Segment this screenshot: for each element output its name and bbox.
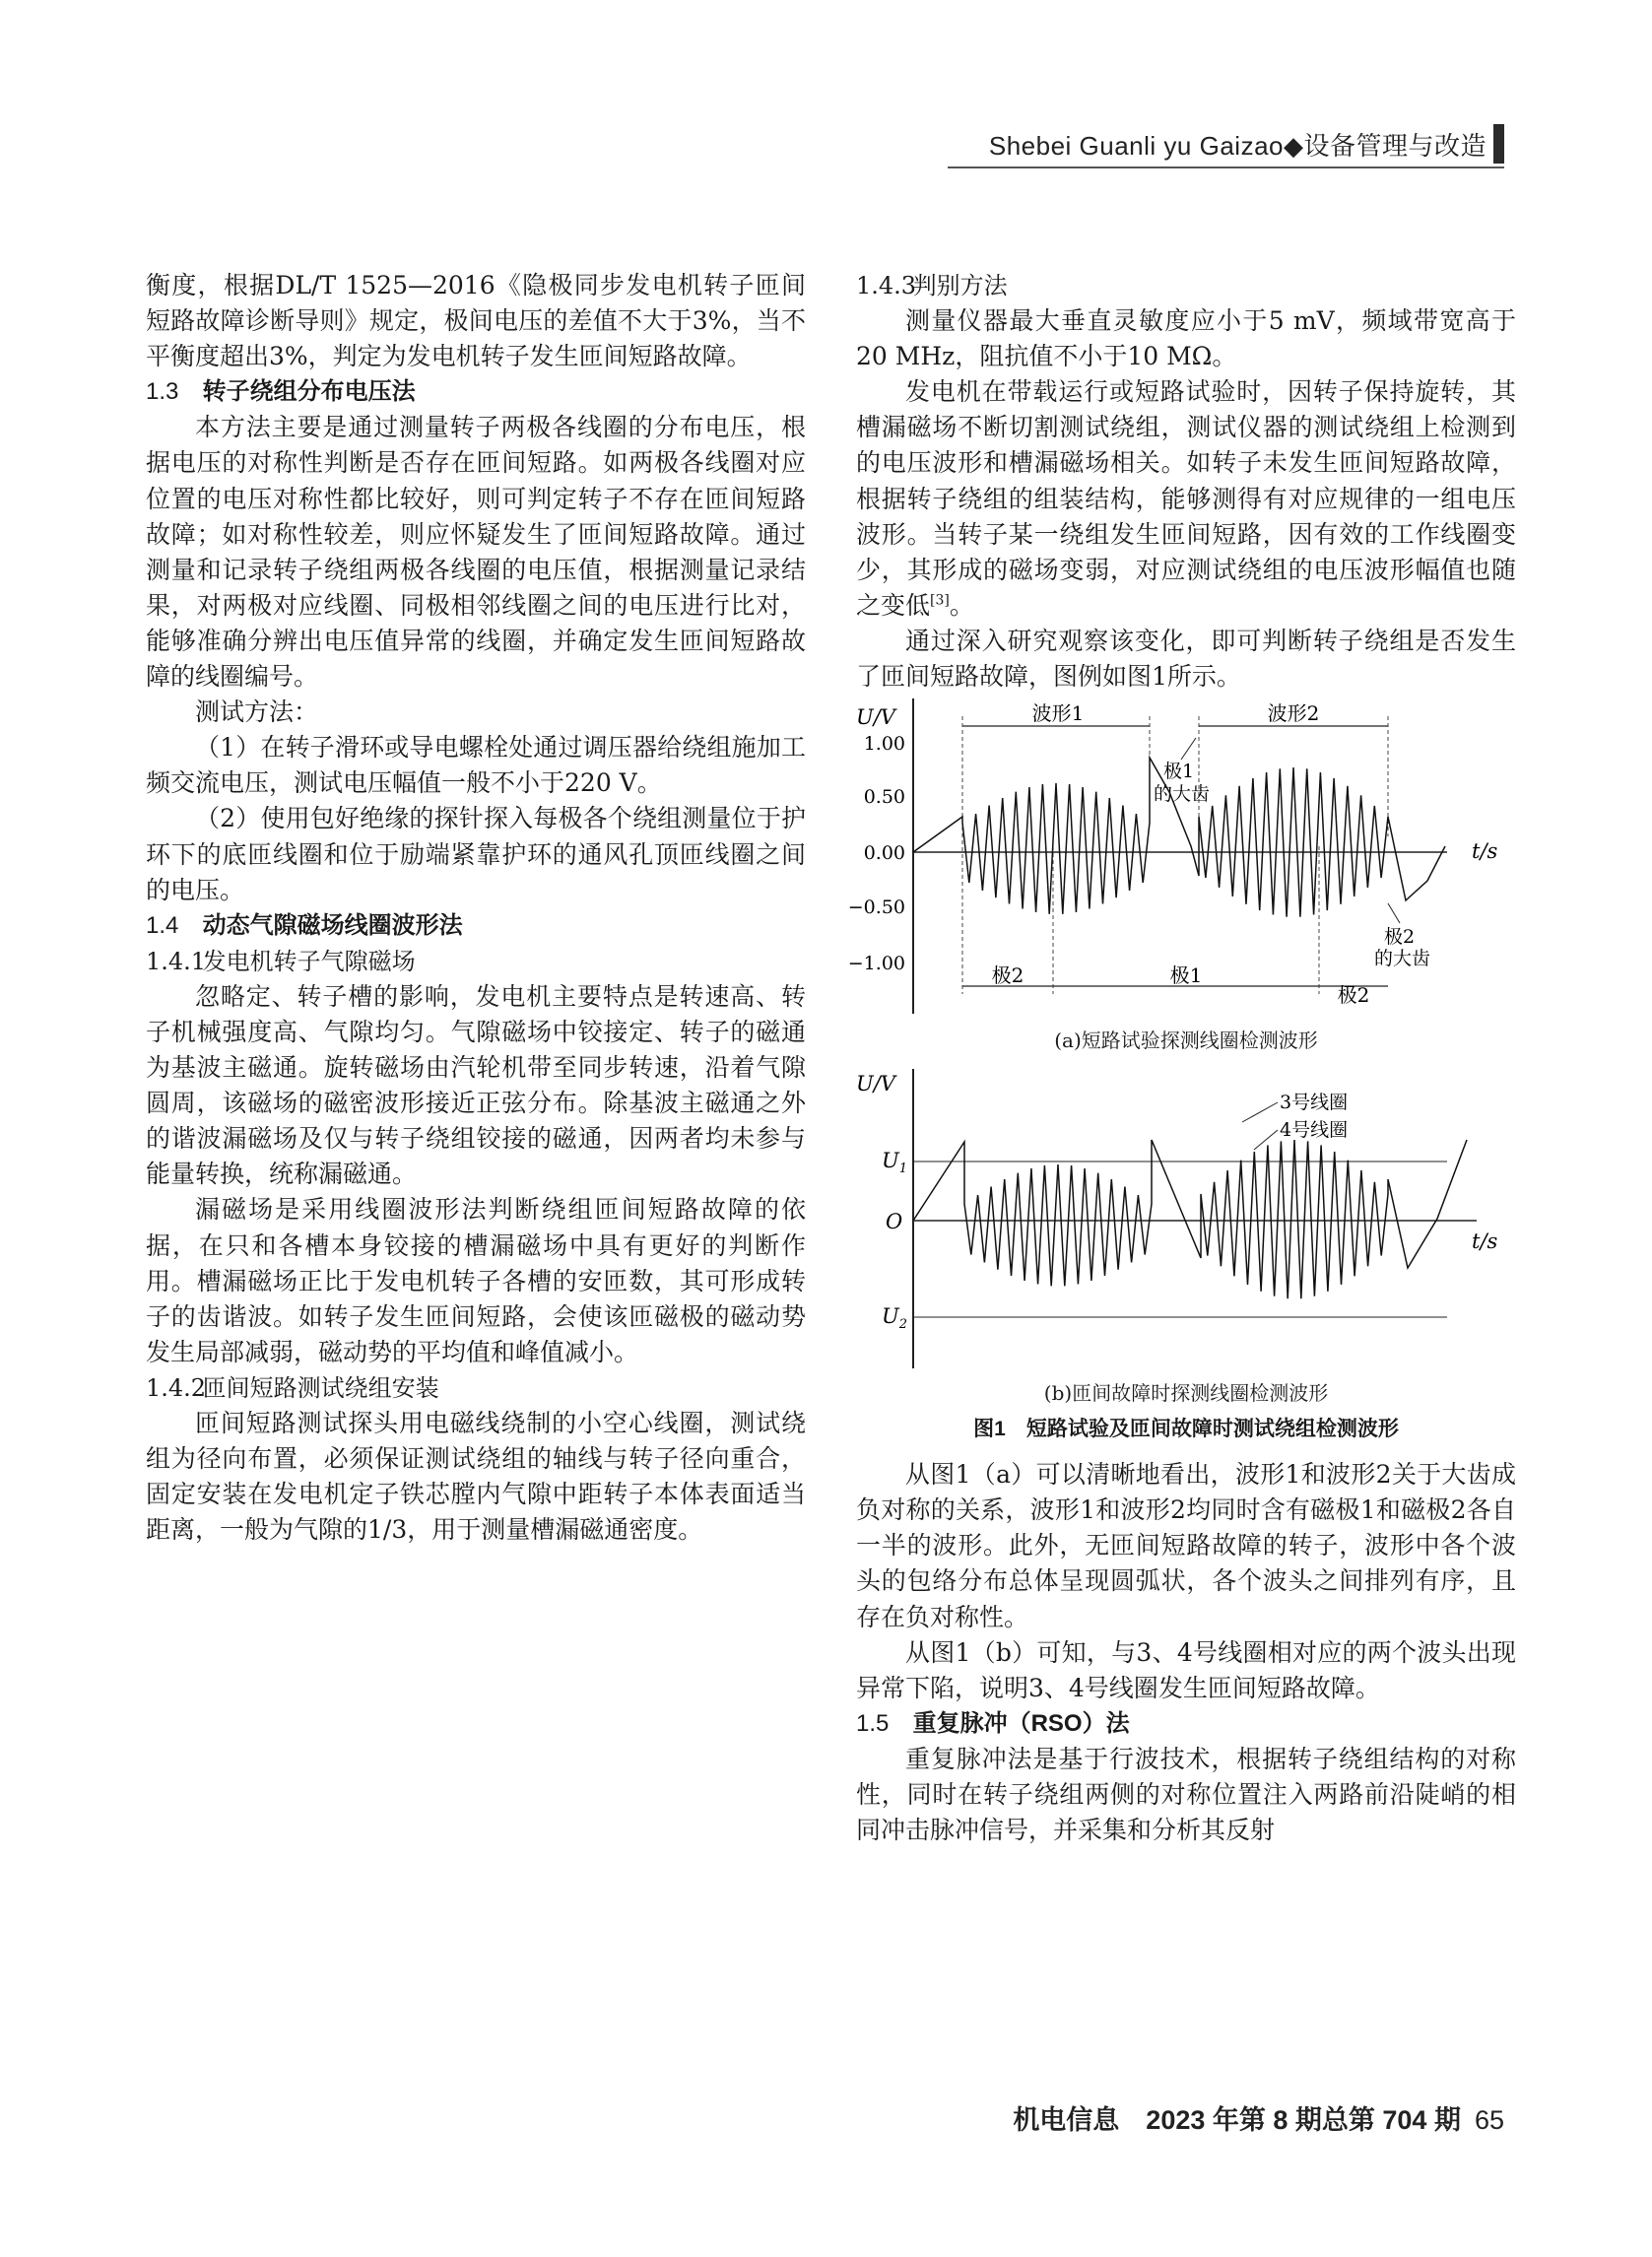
waveform-chart-a bbox=[847, 698, 1516, 1024]
page-footer bbox=[1013, 2098, 1504, 2137]
paragraph: 本方法主要是通过测量转子两极各线圈的分布电压，根据电压的对称性判断是否存在匝间短路。如两极各线圈对应位置的电压对称性都比较好，则可判定转子不存在匝间短路故障；如对称性较差，则应怀疑发生了匝间短路故障。通过测量和记录转子绕组两极各线圈的电压值，根据测量记录结果，对两极对应线圈、同极相邻线圈之间的电压进行比对，能够准确分辨出电压值异常的线圈，并确定发生匝间短路故障的线圈编号。 bbox=[146, 413, 806, 692]
y-tick: 0.50 bbox=[863, 786, 905, 809]
section-heading: 1.3 转子绕组分布电压法 bbox=[146, 378, 416, 406]
paragraph: （2）使用包好绝缘的探针探入每极各个绕组测量位于护环下的底匝线圈和位于励端紧靠护环的通风孔顶匝线圈之间的电压。 bbox=[146, 804, 806, 904]
paragraph: 匝间短路测试探头用电磁线绕制的小空心线圈，测试绕组为径向布置，必须保证测试绕组的轴线与转子径向重合，固定安装在发电机定子铁芯膛内气隙中距转子本体表面适当距离，一般为气隙的1/3，用于测量槽漏磁通密度。 bbox=[146, 1409, 806, 1545]
paragraph: 从图1（b）可知，与3、4号线圈相对应的两个波头出现异常下陷，说明3、4号线圈发生匝间短路故障。 bbox=[856, 1637, 1516, 1702]
paragraph: 发电机在带载运行或短路试验时，因转子保持旋转，其槽漏磁场不断切割测试绕组，测试仪器的测试绕组上检测到的电压波形和槽漏磁场相关。如转子未发生匝间短路故障，根据转子绕组的组装结构，能够测得有对应规律的一组电压波形。当转子某一绕组发生匝间短路，因有效的工作线圈变少，其形成的磁场变弱，对应测试绕组的电压波形幅值也随之变低[3]。 bbox=[856, 377, 1516, 620]
section-heading: 1.4 动态气隙磁场线圈波形法 bbox=[146, 911, 463, 939]
annotation-leader bbox=[1242, 1102, 1278, 1122]
paragraph: 重复脉冲法是基于行波技术，根据转子绕组结构的对称性，同时在转子绕组两侧的对称位置注入两路前沿陡峭的相同冲击脉冲信号，并采集和分析其反射 bbox=[856, 1744, 1516, 1845]
annotation-leader bbox=[1388, 903, 1400, 923]
y-axis-label: U/V bbox=[856, 1072, 895, 1096]
journal-name: Shebei Guanli yu Gaizao◆设备管理与改造 bbox=[988, 131, 1487, 161]
paragraph: 从图1（a）可以清晰地看出，波形1和波形2关于大齿成负对称的关系，波形1和波形2均同时含有磁极1和磁极2各自一半的波形。此外，无匝间短路故障的转子，波形中各个波头的包络分布总体呈现圆弧状，各个波头之间排列有序，且存在负对称性。 bbox=[856, 1460, 1516, 1631]
coil3-label: 3号线圈 bbox=[1280, 1092, 1349, 1114]
paragraph: 测量仪器最大垂直灵敏度应小于5 mV，频域带宽高于20 MHz，阻抗值不小于10 MΩ。 bbox=[856, 306, 1516, 371]
panel-a-caption: (a)短路试验探测线圈检测波形 bbox=[1054, 1029, 1318, 1053]
paragraph: 忽略定、转子槽的影响，发电机主要特点是转速高、转子机械强度高、气隙均匀。气隙磁场中铰接定、转子的磁通为基波主磁通。旋转磁场由汽轮机带至同步转速，沿着气隙圆周，该磁场的磁密波形接近正弦分布。除基波主磁通之外的谐波漏磁场及仅与转子绕组铰接的磁通，因两者均未参与能量转换，统称漏磁通。 bbox=[146, 981, 806, 1189]
footer-journal: 机电信息 2023 年第 8 期总第 704 期 bbox=[1013, 2105, 1461, 2135]
pole-label: 极1 bbox=[1169, 963, 1203, 988]
paragraph: 通过深入研究观察该变化，即可判断转子绕组是否发生了匝间短路故障，图例如图1所示。 bbox=[856, 626, 1516, 692]
pole1-tooth-label: 的大齿 bbox=[1154, 783, 1211, 806]
section-heading: 1.5 重复脉冲（RSO）法 bbox=[856, 1709, 1130, 1737]
right-column bbox=[847, 268, 1516, 1848]
panel-b-caption: (b)匝间故障时探测线圈检测波形 bbox=[1043, 1381, 1329, 1406]
x-axis-label: t/s bbox=[1472, 839, 1498, 864]
running-header bbox=[0, 124, 1652, 164]
pole2-tooth-label: 极2 bbox=[1384, 926, 1416, 949]
header-rule bbox=[948, 166, 1504, 168]
annotation-leader bbox=[1254, 1130, 1278, 1150]
paragraph: 漏磁场是采用线圈波形法判断绕组匝间短路故障的依据，在只和各槽本身铰接的槽漏磁场中具有更好的判断作用。槽漏磁场正比于发电机转子各槽的安匝数，其可形成转子的齿谐波。如转子发生匝间短路，会使该匝磁极的磁动势发生局部减弱，磁动势的平均值和峰值减小。 bbox=[146, 1195, 806, 1366]
annotation-leader bbox=[1181, 738, 1196, 760]
pole-label: 极2 bbox=[1337, 983, 1370, 1008]
y-tick: 0.00 bbox=[863, 842, 905, 865]
paragraph: （1）在转子滑环或导电螺栓处通过调压器给绕组施加工频交流电压，测试电压幅值一般不小于220 V。 bbox=[146, 733, 806, 798]
paragraph: 衡度，根据DL/T 1525—2016《隐极同步发电机转子匝间短路故障诊断导则》规定，极间电压的差值不大于3%，当不平衡度超出3%，判定为发电机转子发生匝间短路故障。 bbox=[146, 271, 806, 371]
page-number: 65 bbox=[1474, 2105, 1504, 2135]
pole1-tooth-label: 极1 bbox=[1163, 761, 1195, 783]
wave1-label: 波形1 bbox=[1031, 701, 1085, 726]
wave2-label: 波形2 bbox=[1267, 701, 1320, 726]
figure-1 bbox=[847, 698, 1516, 1445]
subsection-heading: 1.4.2匝间短路测试绕组安装 bbox=[146, 1373, 439, 1402]
y-tick: −1.00 bbox=[847, 953, 905, 975]
subsection-heading: 1.4.1发电机转子气隙磁场 bbox=[146, 947, 416, 975]
y-tick: −0.50 bbox=[847, 896, 905, 919]
coil4-label: 4号线圈 bbox=[1280, 1119, 1349, 1142]
u1-label: $U_1$ bbox=[882, 1149, 907, 1177]
u2-label: $U_2$ bbox=[882, 1304, 907, 1333]
left-column bbox=[146, 268, 806, 1548]
header-bar bbox=[1493, 124, 1504, 164]
pole-label: 极2 bbox=[991, 963, 1024, 988]
y-axis-label: U/V bbox=[856, 705, 895, 730]
figure-title: 图1 短路试验及匝间故障时测试绕组检测波形 bbox=[973, 1418, 1399, 1441]
pole2-tooth-label: 的大齿 bbox=[1374, 948, 1431, 970]
waveform-chart-b bbox=[856, 1061, 1516, 1376]
paragraph: 测试方法： bbox=[195, 697, 319, 727]
subsection-heading: 1.4.3判别方法 bbox=[856, 272, 1008, 299]
waveform-trace bbox=[913, 1140, 1467, 1298]
origin-label: O bbox=[886, 1210, 903, 1234]
x-axis-label: t/s bbox=[1472, 1229, 1498, 1254]
y-tick: 1.00 bbox=[863, 733, 905, 756]
